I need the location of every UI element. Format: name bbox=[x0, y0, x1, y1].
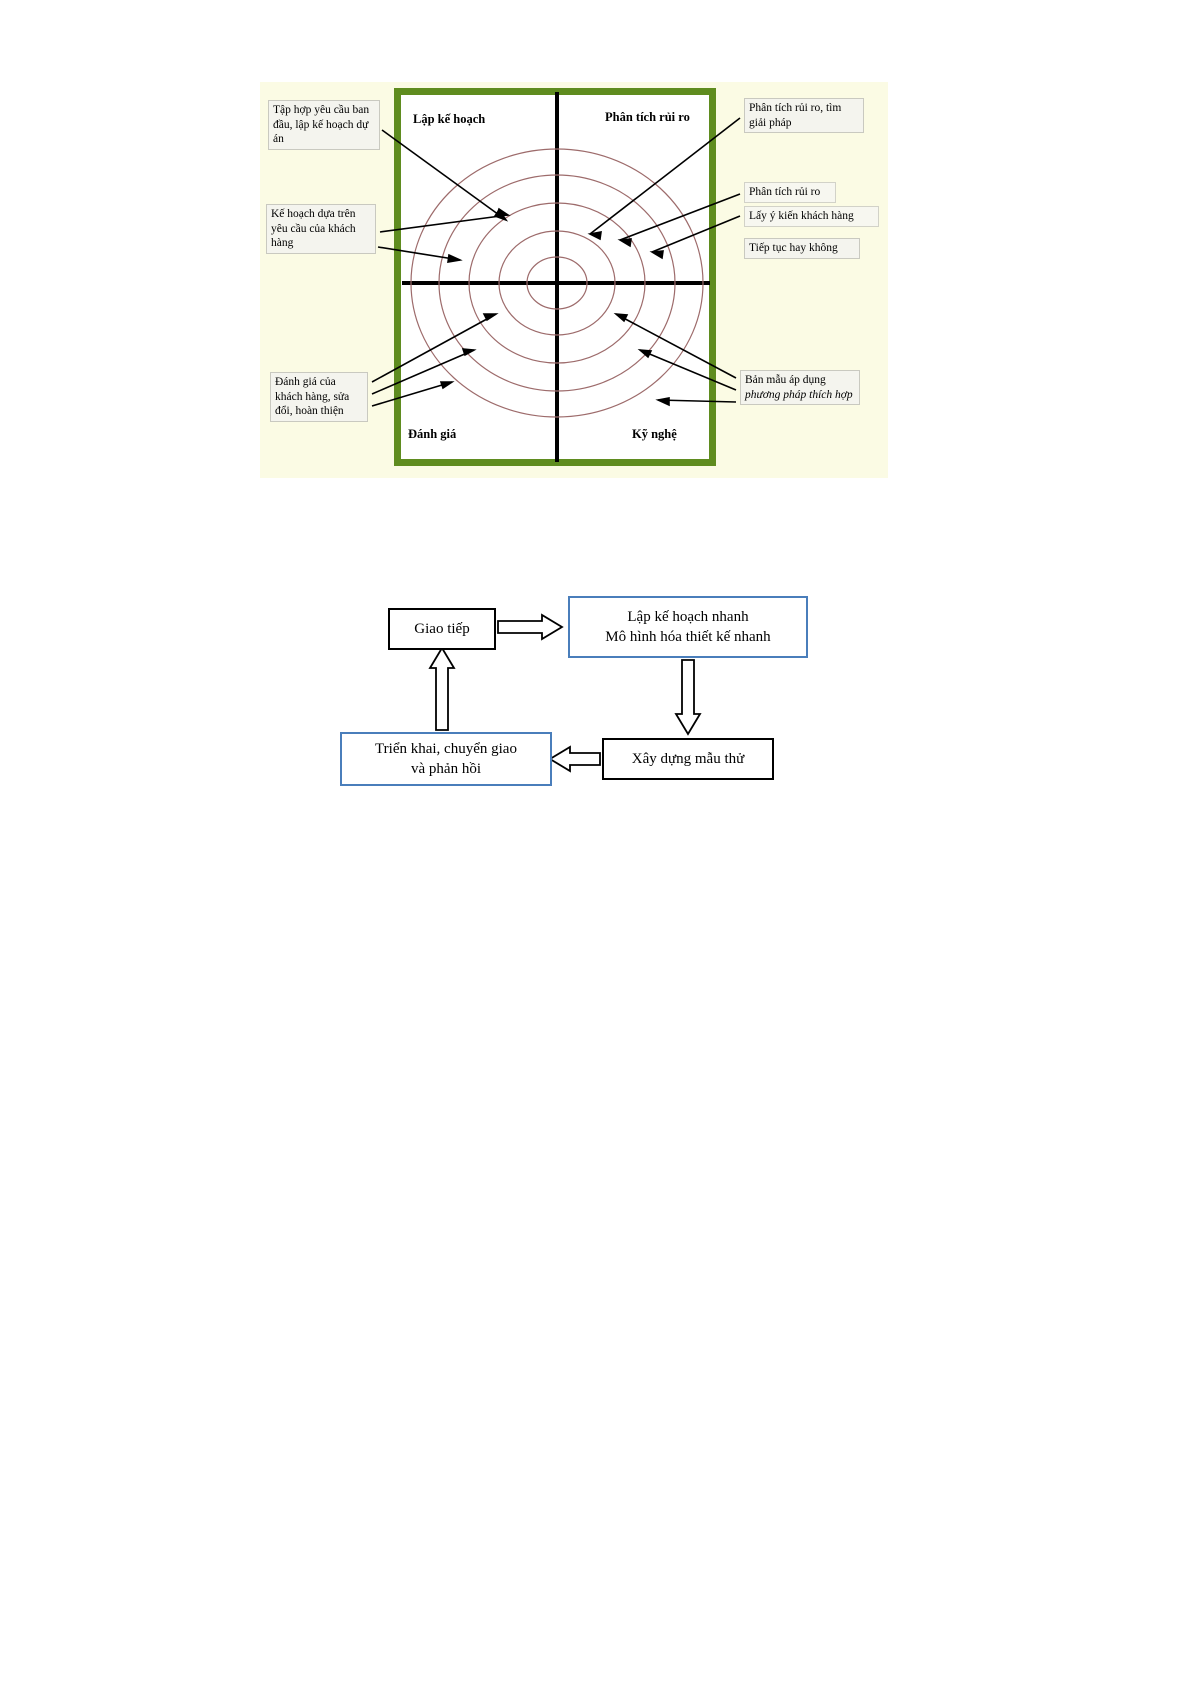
callout-customer-based-plan: Kế hoạch dựa trên yêu cầu của khách hàng bbox=[266, 204, 376, 254]
quadrant-label-planning: Lập kế hoạch bbox=[413, 112, 486, 126]
flow-box-quick-plan-line2: Mô hình hóa thiết kế nhanh bbox=[605, 629, 771, 645]
flow-box-deploy-line1: Triển khai, chuyển giao bbox=[375, 740, 517, 757]
callout-prototype-method bbox=[740, 370, 860, 405]
callout-customer-feedback: Lấy ý kiến khách hàng bbox=[744, 206, 879, 227]
flow-box-quick-plan-line1: Lập kế hoạch nhanh bbox=[627, 608, 749, 625]
callout-initial-requirements: Tập hợp yêu cầu ban đầu, lập kế hoạch dự án bbox=[268, 100, 380, 150]
quadrant-label-risk-analysis: Phân tích rủi ro bbox=[605, 110, 690, 124]
flow-box-communication: Giao tiếp bbox=[388, 608, 496, 650]
flow-box-deploy-feedback bbox=[340, 732, 552, 786]
flow-box-build-prototype: Xây dựng mẫu thử bbox=[602, 738, 774, 780]
callout-risk-analysis-solution: Phân tích rủi ro, tìm giải pháp bbox=[744, 98, 864, 133]
spiral-model-figure bbox=[260, 82, 888, 478]
quadrant-label-evaluation: Đánh giá bbox=[408, 427, 457, 441]
callout-continue-or-not: Tiếp tục hay không bbox=[744, 238, 860, 259]
quadrant-label-engineering: Kỹ nghệ bbox=[632, 427, 677, 441]
flow-box-deploy-line2: và phản hồi bbox=[411, 761, 481, 777]
callout-customer-evaluation: Đánh giá của khách hàng, sửa đổi, hoàn thiện bbox=[270, 372, 368, 422]
callout-prototype-method-line1: Bản mẫu áp dụng bbox=[745, 374, 826, 386]
flow-box-quick-plan bbox=[568, 596, 808, 658]
callout-risk-analysis: Phân tích rủi ro bbox=[744, 182, 836, 203]
callout-prototype-method-line2: phương pháp thích hợp bbox=[745, 388, 853, 401]
prototype-flow-figure bbox=[330, 590, 830, 820]
